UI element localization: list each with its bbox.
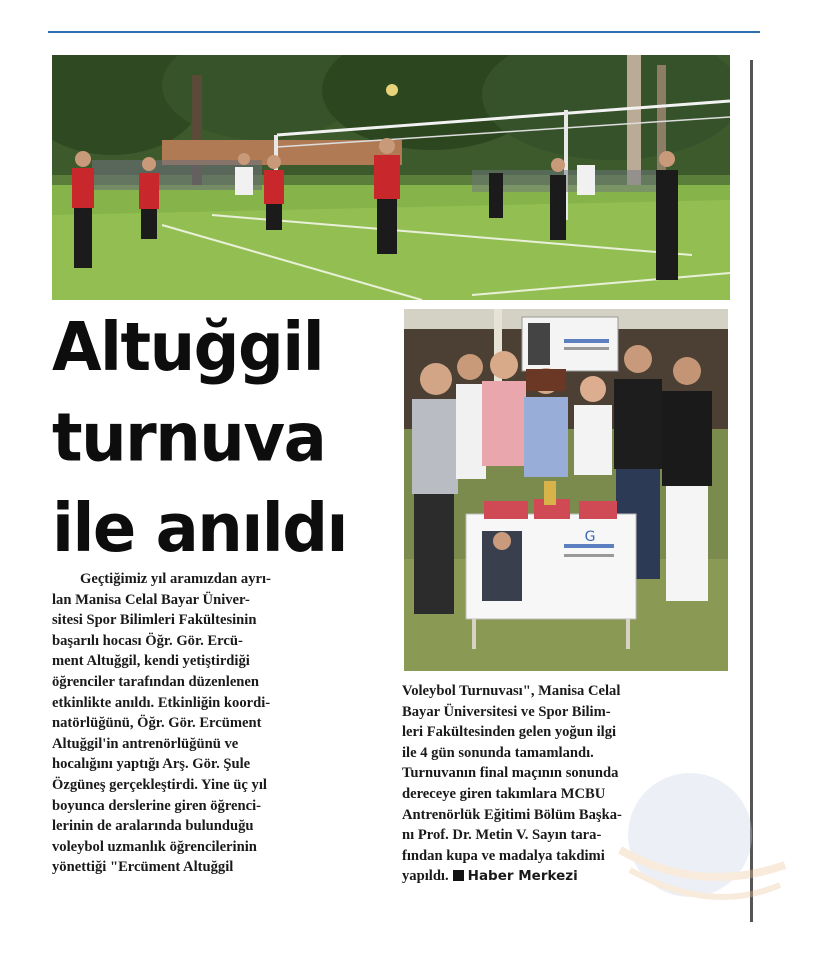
body-line: yönettiği "Ercüment Altuğgil <box>52 859 234 876</box>
body-line-end: yapıldı. <box>402 868 449 885</box>
body-line: Altuğgil'in antrenörlüğünü ve <box>52 735 239 752</box>
article-body-left <box>52 569 386 878</box>
headline-line-1: Altuğgil <box>52 309 324 387</box>
body-line: natörlüğünü, Öğr. Gör. Ercüment <box>52 715 262 732</box>
body-line: boyunca derslerine giren öğrenci- <box>52 797 262 814</box>
column-rule <box>750 60 753 922</box>
body-line: Turnuvanın final maçının sonunda <box>402 765 619 782</box>
byline: Haber Merkezi <box>467 868 578 885</box>
body-line: Özgüneş gerçekleştirdi. Yine üç yıl <box>52 776 267 793</box>
body-line: Voleybol Turnuvası", Manisa Celal <box>402 683 621 699</box>
body-line: hocalığını yaptığı Arş. Gör. Şule <box>52 756 251 773</box>
headline-line-2: turnuva <box>52 399 326 478</box>
body-line: leri Fakültesinden gelen yoğun ilgi <box>402 724 617 741</box>
body-line: etkinlikte anıldı. Etkinliğin koordi- <box>52 694 271 711</box>
body-line: Bayar Üniversitesi ve Spor Bilim- <box>402 703 611 720</box>
body-line: ile 4 gün sonunda tamamlandı. <box>402 744 594 761</box>
body-line: dereceye giren takımlara MCBU <box>402 785 606 802</box>
body-line: başarılı hocası Öğr. Gör. Ercü- <box>52 632 243 649</box>
body-line: sitesi Spor Bilimleri Fakültesinin <box>52 612 257 629</box>
body-line: öğrenciler tarafından düzenlenen <box>52 673 260 690</box>
group-trophy-photo <box>404 309 728 671</box>
headline <box>52 303 392 574</box>
headline-line-3: ile anıldı <box>52 489 347 568</box>
body-line: Geçtiğimiz yıl aramızdan ayrı- <box>80 571 271 587</box>
svg-text:G: G <box>584 529 596 545</box>
body-line: ment Altuğgil, kendi yetiştirdiği <box>52 653 250 670</box>
article-body-right <box>402 681 732 887</box>
body-line: nı Prof. Dr. Metin V. Sayın tara- <box>402 827 602 844</box>
byline-square-icon <box>453 870 464 881</box>
body-line: lan Manisa Celal Bayar Üniver- <box>52 591 250 608</box>
volleyball-match-photo <box>52 55 730 300</box>
body-line: Antrenörlük Eğitimi Bölüm Başka- <box>402 806 622 823</box>
body-line: fından kupa ve madalya takdimi <box>402 847 605 864</box>
body-line-last <box>402 866 732 887</box>
body-line: lerinin de aralarında bulunduğu <box>52 818 254 835</box>
body-line: voleybol uzmanlık öğrencilerinin <box>52 838 257 855</box>
